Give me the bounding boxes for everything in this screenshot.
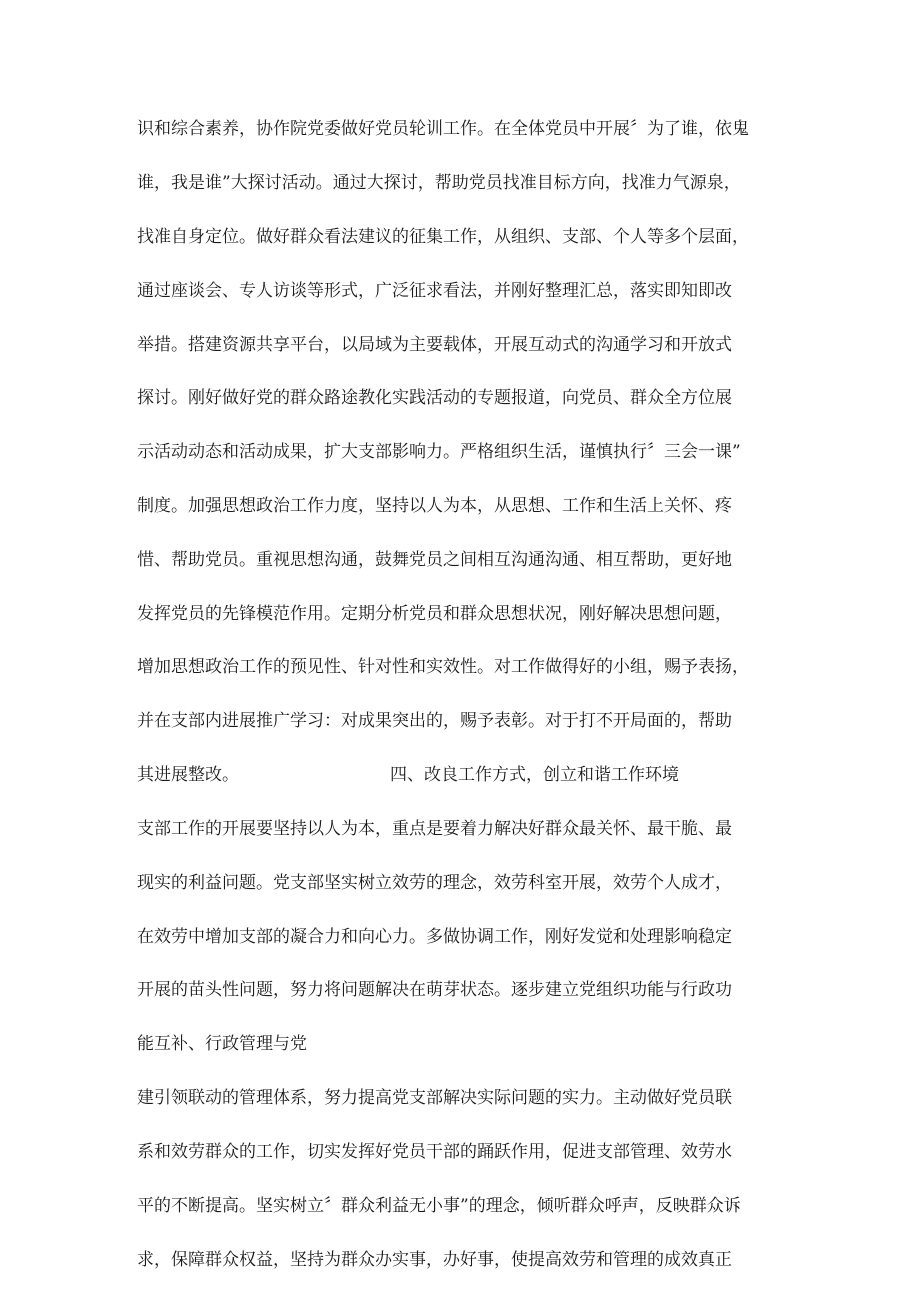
paragraph-line: 惜、帮助党员。重视思想沟通，鼓舞党员之间相互沟通沟通、相互帮助，更好地 <box>137 550 732 570</box>
paragraph-line: 找准自身定位。做好群众看法建议的征集工作，从组织、支部、个人等多个层面， <box>137 227 749 247</box>
paragraph-line: 探讨。刚好做好党的群众路途教化实践活动的专题报道，向党员、群众全方位展 <box>137 388 732 408</box>
paragraph-line: 现实的利益问题。党支部坚实树立效劳的理念，效劳科室开展，效劳个人成才， <box>137 873 732 893</box>
paragraph-line: 平的不断提高。坚实树立〞群众利益无小事”的理念，倾听群众呼声，反映群众诉 <box>137 1196 741 1216</box>
paragraph-line: 支部工作的开展要坚持以人为本，重点是要着力解决好群众最关怀、最干脆、最 <box>137 819 732 839</box>
paragraph-line: 建引领联动的管理体系，努力提高党支部解决实际问题的实力。主动做好党员联 <box>137 1088 732 1108</box>
paragraph-line: 发挥党员的先锋模范作用。定期分析党员和群众思想状况，刚好解决思想问题， <box>137 604 732 624</box>
paragraph-line: 在效劳中增加支部的凝合力和向心力。多做协调工作，刚好发觉和处理影响稳定 <box>137 927 732 947</box>
paragraph-line: 谁，我是谁”大探讨活动。通过大探讨，帮助党员找准目标方向，找准力气源泉， <box>137 173 741 193</box>
paragraph-line-end: 其进展整改。 <box>137 765 239 785</box>
paragraph-line: 开展的苗头性问题，努力将问题解决在萌芽状态。逐步建立党组织功能与行政功 <box>137 980 732 1000</box>
paragraph-line: 能互补、行政管理与党 <box>137 1034 307 1054</box>
paragraph-line: 系和效劳群众的工作，切实发挥好党员干部的踊跃作用，促进支部管理、效劳水 <box>137 1142 732 1162</box>
paragraph-line: 增加思想政治工作的预见性、针对性和实效性。对工作做得好的小组，赐予表扬， <box>137 657 749 677</box>
paragraph-line: 识和综合素养，协作院党委做好党员轮训工作。在全体党员中开展〞为了谁，依鬼 <box>137 119 749 139</box>
paragraph-line: 制度。加强思想政治工作力度，坚持以人为本，从思想、工作和生活上关怀、疼 <box>137 496 732 516</box>
paragraph-line: 通过座谈会、专人访谈等形式，广泛征求看法，并刚好整理汇总，落实即知即改 <box>137 281 732 301</box>
paragraph-line: 求，保障群众权益，坚持为群众办实事，办好事，使提高效劳和管理的成效真正 <box>137 1250 732 1270</box>
paragraph-line: 示活动动态和活动成果，扩大支部影响力。严格组织生活，谨慎执行〞三会一课” <box>137 442 741 462</box>
paragraph-line-with-heading <box>137 764 679 786</box>
paragraph-line: 并在支部内进展推广学习：对成果突出的，赐予表彰。对于打不开局面的，帮助 <box>137 711 732 731</box>
paragraph-line: 举措。搭建资源共享平台，以局域为主要载体，开展互动式的沟通学习和开放式 <box>137 335 732 355</box>
section-heading: 四、改良工作方式，创立和谐工作环境 <box>390 765 679 785</box>
